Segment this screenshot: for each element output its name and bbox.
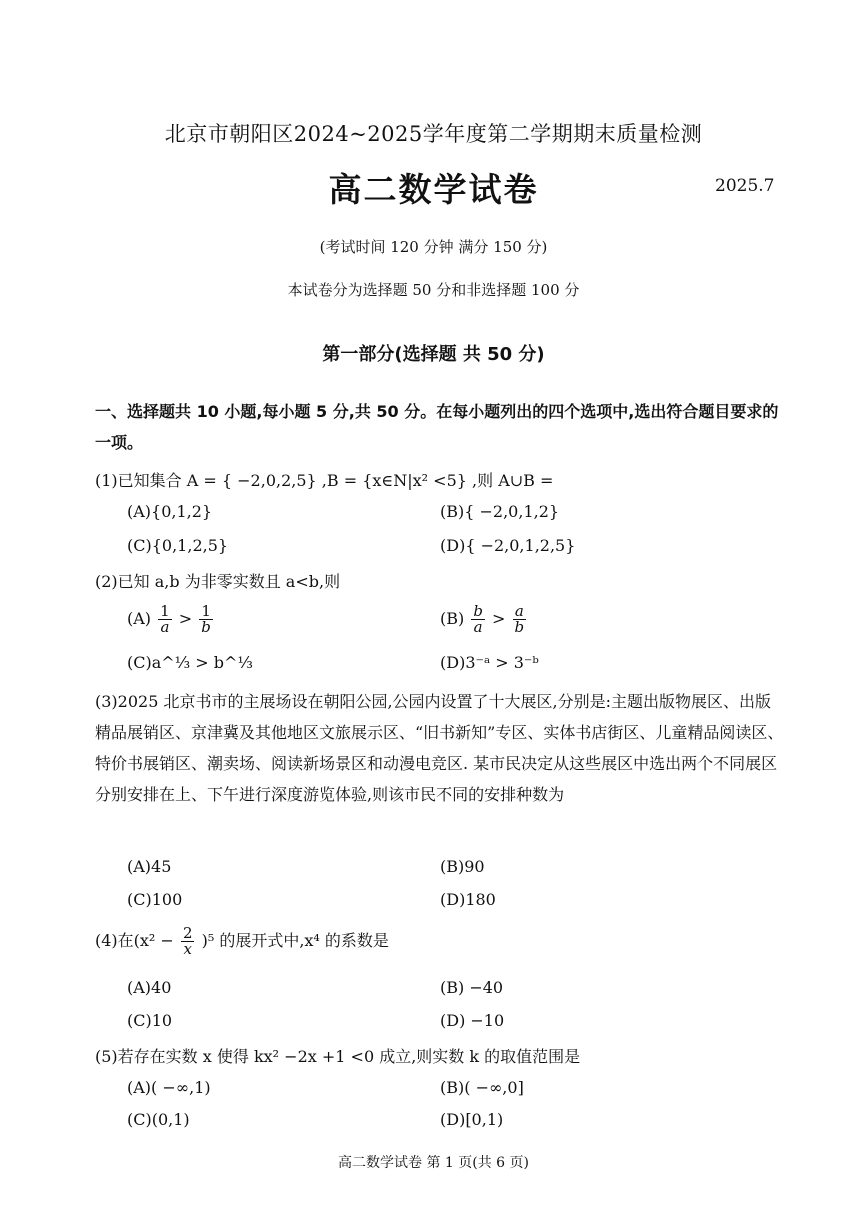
question-5-option-c: (C)(0,1) [127,1110,190,1129]
fraction [181,926,195,957]
question-2-option-d: (D)3⁻ᵃ > 3⁻ᵇ [440,653,539,672]
fraction [199,604,213,635]
question-3-option-a: (A)45 [127,857,172,876]
question-3-option-c: (C)100 [127,890,183,909]
denominator: b [514,618,525,636]
question-1-option-a: (A){0,1,2} [127,502,213,521]
operator: > [492,609,506,628]
section-instruction: 一、选择题共 10 小题,每小题 5 分,共 50 分。在每小题列出的四个选项中,选出符合题目要求的一项。 [95,402,779,452]
question-1-option-b: (B){ −2,0,1,2} [440,502,560,521]
question-4-option-d: (D) −10 [440,1011,505,1030]
exam-date: 2025.7 [715,176,775,196]
question-4-option-c: (C)10 [127,1011,173,1030]
numerator: 1 [199,604,213,620]
question-5-stem: (5)若存在实数 x 使得 kx² −2x +1 <0 成立,则实数 k 的取值范围是 [95,1047,581,1066]
question-3-option-b: (B)90 [440,857,485,876]
denominator: a [473,618,483,636]
fraction [471,604,485,635]
question-4-stem [95,926,389,957]
question-2-option-c: (C)a^⅓ > b^⅓ [127,653,253,672]
part-title: 第一部分(选择题 共 50 分) [322,344,545,365]
option-label: (B) [440,609,465,628]
numerator: 1 [160,602,170,620]
exam-time-info: (考试时间 120 分钟 满分 150 分) [319,238,548,256]
question-5-option-b: (B)( −∞,0] [440,1078,524,1097]
question-2-option-b [440,604,528,635]
question-4-option-a: (A)40 [127,978,172,997]
numerator: a [513,604,527,620]
fraction [513,604,527,635]
question-3-stem: (3)2025 北京书市的主展场设在朝阳公园,公园内设置了十大展区,分别是:主题出版物展区、出版精品展销区、京津冀及其他地区文旅展示区、“旧书新知”专区、实体书店街区、儿童精品阅读区、特价书展销区、潮卖场、阅读新场景区和动漫电竞区. 某市民决定从这些展区中选出两个不同展区分别安排在上、下午进行深度游览体验,则该市民不同的安排种数为 [95,692,784,804]
question-4-option-b: (B) −40 [440,978,504,997]
question-2-stem: (2)已知 a,b 为非零实数且 a<b,则 [95,572,341,591]
operator: > [178,609,193,628]
option-label: (A) [127,609,152,628]
fraction [158,604,172,635]
denominator: b [201,618,211,636]
question-2-option-a [127,604,215,635]
question-5-option-d: (D)[0,1) [440,1110,504,1129]
score-distribution: 本试卷分为选择题 50 分和非选择题 100 分 [287,281,580,299]
numerator: 2 [182,924,193,942]
exam-header-line: 北京市朝阳区2024~2025学年度第二学期期末质量检测 [164,122,703,146]
stem-prefix: (4)在(x² − [95,931,174,950]
denominator: a [160,618,170,636]
question-1-option-d: (D){ −2,0,1,2,5} [440,536,576,555]
question-5-option-a: (A)( −∞,1) [127,1078,211,1097]
numerator: b [473,602,483,620]
denominator: x [183,940,192,958]
page-title: 高二数学试卷 [328,170,539,209]
page-footer: 高二数学试卷 第 1 页(共 6 页) [338,1155,529,1171]
question-1-option-c: (C){0,1,2,5} [127,536,229,555]
stem-suffix: )⁵ 的展开式中,x⁴ 的系数是 [201,931,389,950]
question-3-option-d: (D)180 [440,890,496,909]
question-1-stem: (1)已知集合 A = { −2,0,2,5} ,B = {x∈N|x² <5} ,则 A∪B = [95,471,554,490]
